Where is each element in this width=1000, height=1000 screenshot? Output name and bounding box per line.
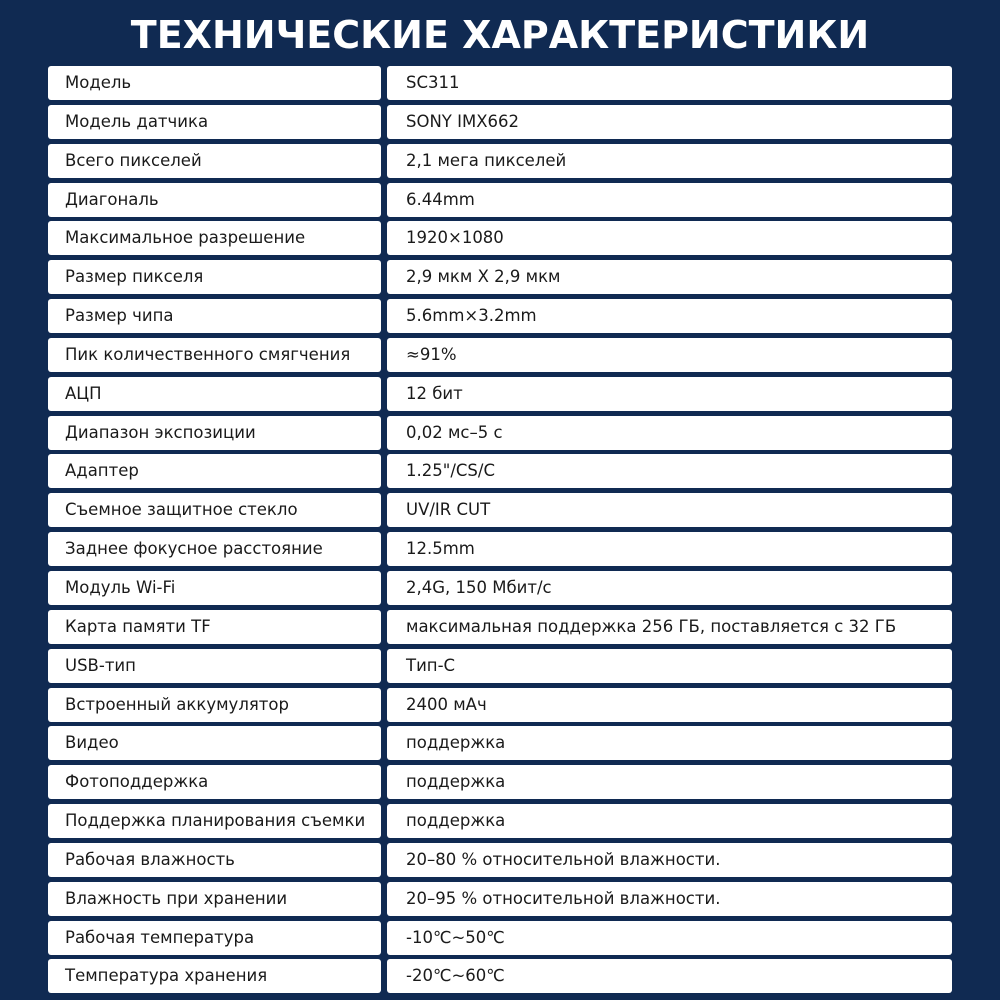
- spec-value: SC311: [387, 66, 952, 100]
- table-row: [48, 843, 952, 877]
- spec-value: UV/IR CUT: [387, 493, 952, 527]
- spec-label: Пик количественного смягчения: [48, 338, 381, 372]
- table-row: [48, 571, 952, 605]
- spec-label: Поддержка планирования съемки: [48, 804, 381, 838]
- spec-value: 2,4G, 150 Мбит/с: [387, 571, 952, 605]
- spec-label: Всего пикселей: [48, 144, 381, 178]
- spec-value: 5.6mm×3.2mm: [387, 299, 952, 333]
- spec-value: максимальная поддержка 256 ГБ, поставляется с 32 ГБ: [387, 610, 952, 644]
- spec-value: 12 бит: [387, 377, 952, 411]
- spec-label: Диагональ: [48, 183, 381, 217]
- spec-label: Диапазон экспозиции: [48, 416, 381, 450]
- spec-label: Встроенный аккумулятор: [48, 688, 381, 722]
- spec-label: Модель: [48, 66, 381, 100]
- spec-value: 2400 мАч: [387, 688, 952, 722]
- table-row: [48, 260, 952, 294]
- spec-value: 2,9 мкм X 2,9 мкм: [387, 260, 952, 294]
- table-row: [48, 105, 952, 139]
- table-row: [48, 726, 952, 760]
- spec-label: Модуль Wi-Fi: [48, 571, 381, 605]
- table-row: [48, 532, 952, 566]
- spec-label: Размер пикселя: [48, 260, 381, 294]
- table-row: [48, 959, 952, 993]
- table-row: [48, 377, 952, 411]
- spec-label: Модель датчика: [48, 105, 381, 139]
- spec-value: 20–80 % относительной влажности.: [387, 843, 952, 877]
- table-row: [48, 804, 952, 838]
- spec-label: Рабочая температура: [48, 921, 381, 955]
- spec-value: поддержка: [387, 726, 952, 760]
- table-row: [48, 454, 952, 488]
- spec-label: Размер чипа: [48, 299, 381, 333]
- spec-label: Температура хранения: [48, 959, 381, 993]
- spec-label: Заднее фокусное расстояние: [48, 532, 381, 566]
- table-row: [48, 610, 952, 644]
- spec-value: Тип-С: [387, 649, 952, 683]
- table-row: [48, 416, 952, 450]
- spec-value: ≈91%: [387, 338, 952, 372]
- spec-label: Адаптер: [48, 454, 381, 488]
- table-row: [48, 66, 952, 100]
- spec-label: Карта памяти TF: [48, 610, 381, 644]
- spec-value: 1920×1080: [387, 221, 952, 255]
- spec-label: Фотоподдержка: [48, 765, 381, 799]
- spec-value: 20–95 % относительной влажности.: [387, 882, 952, 916]
- table-row: [48, 299, 952, 333]
- spec-value: -10℃~50℃: [387, 921, 952, 955]
- table-row: [48, 221, 952, 255]
- spec-label: USB-тип: [48, 649, 381, 683]
- spec-label: Рабочая влажность: [48, 843, 381, 877]
- spec-table: [48, 66, 952, 998]
- spec-label: Съемное защитное стекло: [48, 493, 381, 527]
- spec-label: АЦП: [48, 377, 381, 411]
- table-row: [48, 921, 952, 955]
- table-row: [48, 144, 952, 178]
- spec-value: 12.5mm: [387, 532, 952, 566]
- table-row: [48, 765, 952, 799]
- spec-value: 0,02 мс–5 с: [387, 416, 952, 450]
- table-row: [48, 649, 952, 683]
- spec-value: 6.44mm: [387, 183, 952, 217]
- table-row: [48, 183, 952, 217]
- spec-value: SONY IMX662: [387, 105, 952, 139]
- table-row: [48, 688, 952, 722]
- spec-label: Видео: [48, 726, 381, 760]
- spec-value: 2,1 мега пикселей: [387, 144, 952, 178]
- table-row: [48, 493, 952, 527]
- spec-value: 1.25"/CS/C: [387, 454, 952, 488]
- spec-label: Влажность при хранении: [48, 882, 381, 916]
- page-title: ТЕХНИЧЕСКИЕ ХАРАКТЕРИСТИКИ: [130, 13, 870, 57]
- spec-value: поддержка: [387, 765, 952, 799]
- spec-value: -20℃~60℃: [387, 959, 952, 993]
- spec-value: поддержка: [387, 804, 952, 838]
- table-row: [48, 338, 952, 372]
- spec-label: Максимальное разрешение: [48, 221, 381, 255]
- table-row: [48, 882, 952, 916]
